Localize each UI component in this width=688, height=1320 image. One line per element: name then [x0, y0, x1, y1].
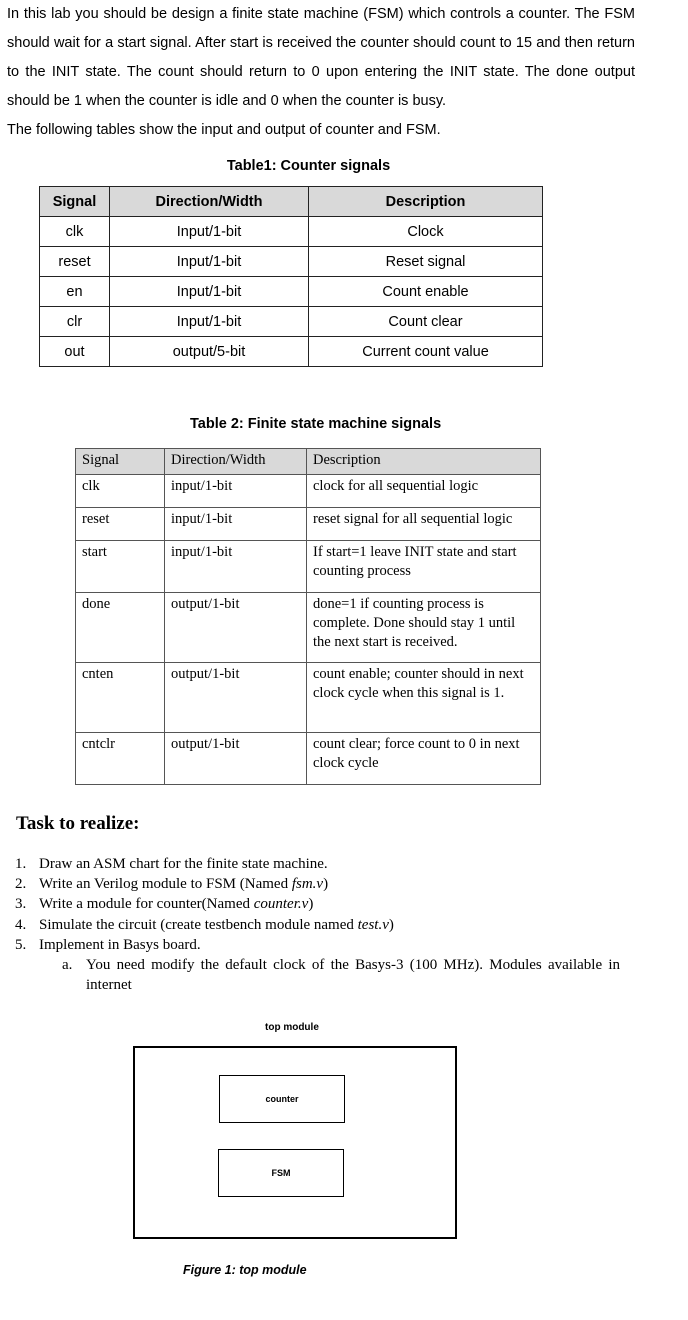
table-header-row — [40, 187, 543, 217]
table-cell: cntclr — [76, 733, 165, 785]
table-header-cell: Signal — [76, 449, 165, 475]
table-row — [40, 307, 543, 337]
list-item — [15, 935, 620, 955]
table-row — [76, 475, 541, 508]
list-item-text: Write an Verilog module to FSM (Named — [39, 876, 292, 893]
task-list — [15, 854, 620, 995]
table-header-cell: Direction/Width — [165, 449, 307, 475]
table-cell: Input/1-bit — [110, 307, 309, 337]
sub-list-item — [15, 955, 620, 995]
table-cell: output/5-bit — [110, 337, 309, 367]
task-heading: Task to realize: — [16, 813, 140, 834]
intro-text — [7, 0, 635, 145]
table-cell: clock for all sequential logic — [307, 475, 541, 508]
table-cell: start — [76, 541, 165, 593]
list-item-text: Simulate the circuit (create testbench module named — [39, 916, 358, 933]
list-item-tail: ) — [308, 896, 314, 913]
table-cell: out — [40, 337, 110, 367]
table-row — [76, 733, 541, 785]
table-row — [76, 663, 541, 733]
table-cell: Input/1-bit — [110, 277, 309, 307]
table-cell: output/1-bit — [165, 593, 307, 663]
file-name: fsm.v — [291, 876, 324, 893]
list-item-text: Write a module for counter(Named — [39, 896, 254, 913]
table2-title: Table 2: Finite state machine signals — [190, 416, 442, 432]
table-cell: en — [40, 277, 110, 307]
intro-tables-note: The following tables show the input and output of counter and FSM. — [7, 122, 441, 138]
table-cell: output/1-bit — [165, 663, 307, 733]
table-cell: input/1-bit — [165, 508, 307, 541]
table-cell: Input/1-bit — [110, 217, 309, 247]
counter-label: counter — [265, 1094, 299, 1104]
table-cell: done — [76, 593, 165, 663]
table-cell: output/1-bit — [165, 733, 307, 785]
table-cell: done=1 if counting process is complete. Done should stay 1 until the next start is received. — [307, 593, 541, 663]
list-number: 2. — [15, 876, 27, 893]
file-name: test.v — [357, 916, 389, 933]
list-letter: a. — [62, 957, 73, 974]
file-name: counter.v — [253, 896, 309, 913]
top-module-label: top module — [265, 1022, 319, 1033]
table-cell: Reset signal — [309, 247, 543, 277]
table-cell: Count clear — [309, 307, 543, 337]
table-row — [76, 541, 541, 593]
list-number: 4. — [15, 916, 27, 933]
table-header-cell: Description — [309, 187, 543, 217]
table-cell: If start=1 leave INIT state and start counting process — [307, 541, 541, 593]
list-item-text: Draw an ASM chart for the finite state machine. — [39, 856, 328, 872]
table-row — [76, 508, 541, 541]
counter-signals-table — [39, 186, 543, 367]
list-item-tail: ) — [388, 916, 394, 933]
list-item-tail: ) — [323, 876, 329, 893]
table-cell: reset signal for all sequential logic — [307, 508, 541, 541]
table-cell: input/1-bit — [165, 475, 307, 508]
table1-title: Table1: Counter signals — [226, 158, 391, 174]
fsm-label: FSM — [271, 1168, 291, 1178]
table-cell: count enable; counter should in next clock cycle when this signal is 1. — [307, 663, 541, 733]
table-row — [40, 277, 543, 307]
fsm-signals-table — [75, 448, 541, 785]
list-item — [15, 894, 620, 914]
figure-caption: Figure 1: top module — [183, 1263, 307, 1277]
table-row — [76, 593, 541, 663]
table-header-cell: Direction/Width — [110, 187, 309, 217]
list-item — [15, 874, 620, 894]
list-number: 3. — [15, 896, 27, 913]
table-cell: count clear; force count to 0 in next clock cycle — [307, 733, 541, 785]
table-cell: Current count value — [309, 337, 543, 367]
list-number: 1. — [15, 856, 27, 872]
intro-paragraph: In this lab you should be design a finite state machine (FSM) which controls a counter. The FSM should wait for a start signal. After start is received the counter should count to 15 and then return to the INIT state. The count should return to 0 upon entering the INIT state. The done output should be 1 when the counter is idle and 0 when the counter is busy. — [7, 6, 635, 109]
table-cell: Count enable — [309, 277, 543, 307]
table-cell: input/1-bit — [165, 541, 307, 593]
table-row — [40, 337, 543, 367]
table-cell: clk — [40, 217, 110, 247]
table-cell: cnten — [76, 663, 165, 733]
list-item-text: Implement in Basys board. — [39, 936, 201, 953]
table-row — [40, 217, 543, 247]
fsm-block — [218, 1149, 344, 1197]
table-cell: clr — [40, 307, 110, 337]
table-row — [40, 247, 543, 277]
table-cell: Input/1-bit — [110, 247, 309, 277]
table-cell: reset — [40, 247, 110, 277]
list-item — [15, 854, 620, 874]
table-header-cell: Description — [307, 449, 541, 475]
counter-block — [219, 1075, 345, 1123]
table-cell: clk — [76, 475, 165, 508]
table-header-cell: Signal — [40, 187, 110, 217]
table-cell: reset — [76, 508, 165, 541]
table-cell: Clock — [309, 217, 543, 247]
list-item — [15, 915, 620, 935]
list-number: 5. — [15, 936, 27, 953]
table-header-row — [76, 449, 541, 475]
list-item-text: You need modify the default clock of the Basys-3 (100 MHz). Modules available in internet — [86, 957, 620, 994]
